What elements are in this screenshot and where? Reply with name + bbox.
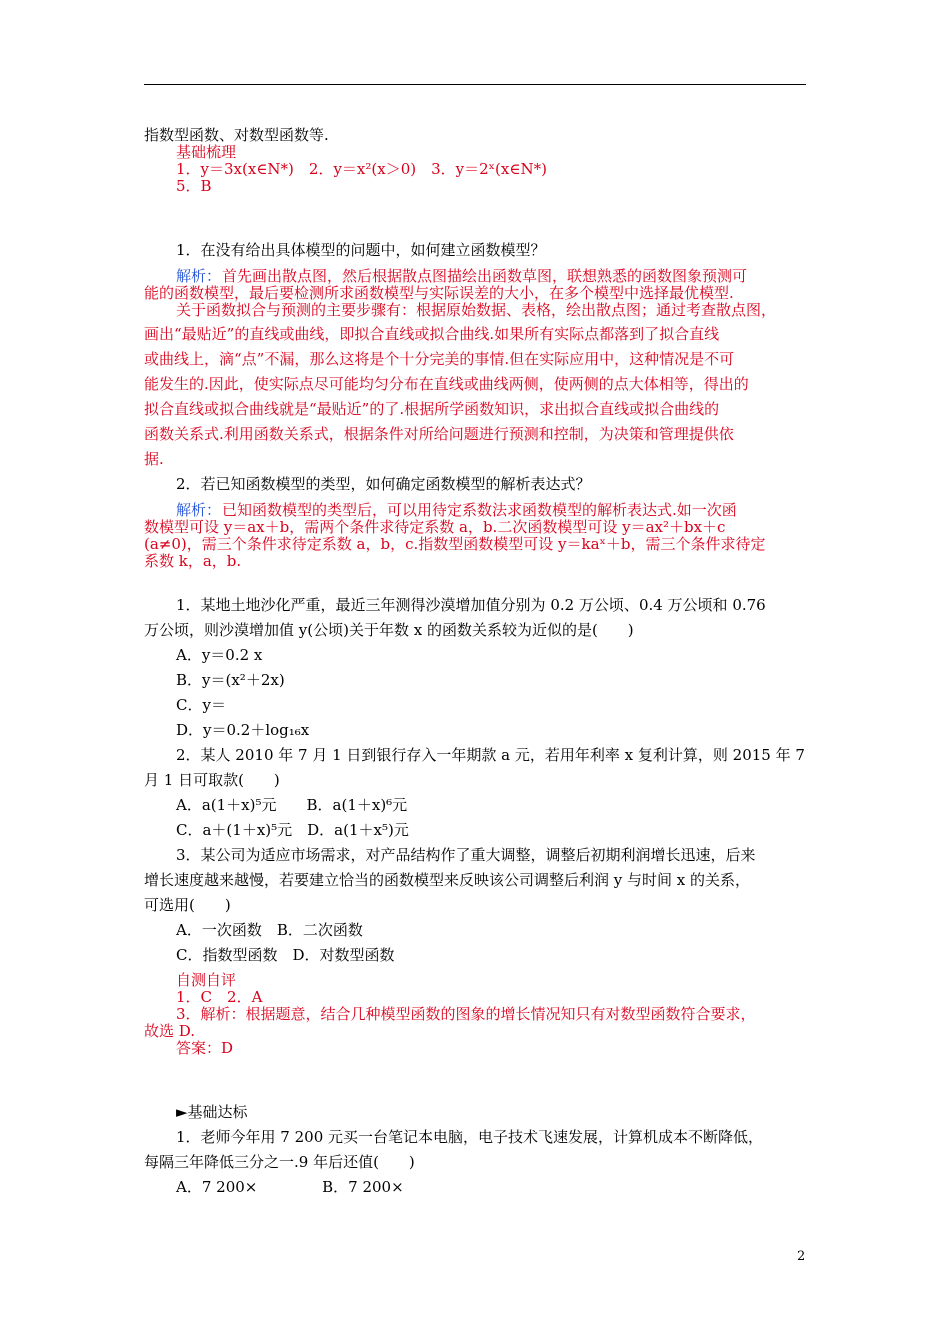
- text-line: ►基础达标: [176, 1103, 248, 1121]
- text-line: C．a＋(1＋x)⁵元 D．a(1＋x⁵)元: [176, 821, 409, 839]
- text-line: D．y＝0.2＋log₁₆x: [176, 721, 310, 739]
- text-line: 1．C 2．A: [176, 988, 263, 1006]
- text-line: 1．在没有给出具体模型的问题中，如何建立函数模型？: [176, 241, 546, 259]
- text-line: 答案：D: [176, 1039, 234, 1057]
- text-line: 首先画出散点图，然后根据散点图描绘出函数草图，联想熟悉的函数图象预测可: [222, 267, 748, 285]
- text-line: 自测自评: [176, 971, 237, 989]
- text-line: 关于函数拟合与预测的主要步骤有：根据原始数据、表格，绘出散点图；通过考查散点图，: [176, 301, 777, 319]
- text-line: 能发生的.因此，使实际点尽可能均匀分布在直线或曲线两侧，使两侧的点大体相等，得出的: [144, 375, 749, 393]
- text-line: 据.: [144, 450, 164, 468]
- text-line: 基础梳理: [176, 143, 237, 161]
- text-line: 数模型可设 y＝ax＋b，需两个条件求待定系数 a，b.二次函数模型可设 y＝ax²＋bx＋c: [144, 518, 726, 536]
- text-line: 指数型函数、对数型函数等.: [144, 126, 329, 144]
- text-line: A．一次函数 B．二次函数: [176, 921, 363, 939]
- text-line: 增长速度越来越慢，若要建立恰当的函数模型来反映该公司调整后利润 y 与时间 x 的关系，: [144, 871, 751, 889]
- text-line: C．指数型函数 D．对数型函数: [176, 946, 395, 964]
- text-line: 或曲线上，滴“点”不漏，那么这将是个十分完美的事情.但在实际应用中，这种情况是不可: [144, 350, 735, 368]
- text-line: B．y＝(x²＋2x): [176, 671, 285, 689]
- page-number: 2: [797, 1249, 806, 1264]
- text-line: 2．某人 2010 年 7 月 1 日到银行存入一年期款 a 元，若用年利率 x 复利计算，则 2015 年 7: [176, 746, 805, 764]
- text-line: A．a(1＋x)⁵元 B．a(1＋x)⁶元: [176, 796, 408, 814]
- text-line: 系数 k，a，b.: [144, 552, 242, 570]
- text-line: 3．某公司为适应市场需求，对产品结构作了重大调整，调整后初期利润增长迅速，后来: [176, 846, 756, 864]
- text-line: 2．若已知函数模型的类型，如何确定函数模型的解析表达式？: [176, 475, 591, 493]
- text-line: C．y＝: [176, 696, 226, 714]
- text-line: 能的函数模型，最后要检测所求函数模型与实际误差的大小，在多个模型中选择最优模型.: [144, 284, 734, 302]
- text-line: 每隔三年降低三分之一.9 年后还值( ): [144, 1153, 415, 1171]
- analysis-label: 解析：: [176, 267, 222, 285]
- text-line: 万公顷，则沙漠增加值 y(公顷)关于年数 x 的函数关系较为近似的是( ): [144, 621, 634, 639]
- text-line: 1．老师今年用 7 200 元买一台笔记本电脑，电子技术飞速发展，计算机成本不断降低，: [176, 1128, 764, 1146]
- text-line: 拟合直线或拟合曲线就是“最贴近”的了.根据所学函数知识，求出拟合直线或拟合曲线的: [144, 400, 720, 418]
- text-line: 3．解析：根据题意，结合几种模型函数的图象的增长情况知只有对数型函数符合要求，: [176, 1005, 756, 1023]
- text-line: 1．y＝3x(x∈N*) 2．y＝x²(x＞0) 3．y＝2ˣ(x∈N*): [176, 160, 547, 178]
- text-line: 已知函数模型的类型后，可以用待定系数法求函数模型的解析表达式.如一次函: [222, 501, 737, 519]
- text-line: 画出“最贴近”的直线或曲线，即拟合直线或拟合曲线.如果所有实际点都落到了拟合直线: [144, 325, 720, 343]
- text-line: 故选 D.: [144, 1022, 196, 1040]
- text-line: 5．B: [176, 177, 212, 195]
- text-line: 1．某地土地沙化严重，最近三年测得沙漠增加值分别为 0.2 万公顷、0.4 万公顷和 0.76: [176, 596, 766, 614]
- analysis-label: 解析：: [176, 501, 222, 519]
- text-line: 可选用( ): [144, 896, 231, 914]
- text-line: A．y＝0.2 x: [176, 646, 263, 664]
- text-line: 月 1 日可取款( ): [144, 771, 280, 789]
- text-line: (a≠0)，需三个条件求待定系数 a，b，c.指数型函数模型可设 y＝kaˣ＋b，需三个条件求待定: [144, 535, 766, 553]
- text-line: 函数关系式.利用函数关系式，根据条件对所给问题进行预测和控制，为决策和管理提供依: [144, 425, 734, 443]
- text-line: A．7 200× B．7 200×: [176, 1178, 404, 1196]
- header-rule: [144, 84, 806, 85]
